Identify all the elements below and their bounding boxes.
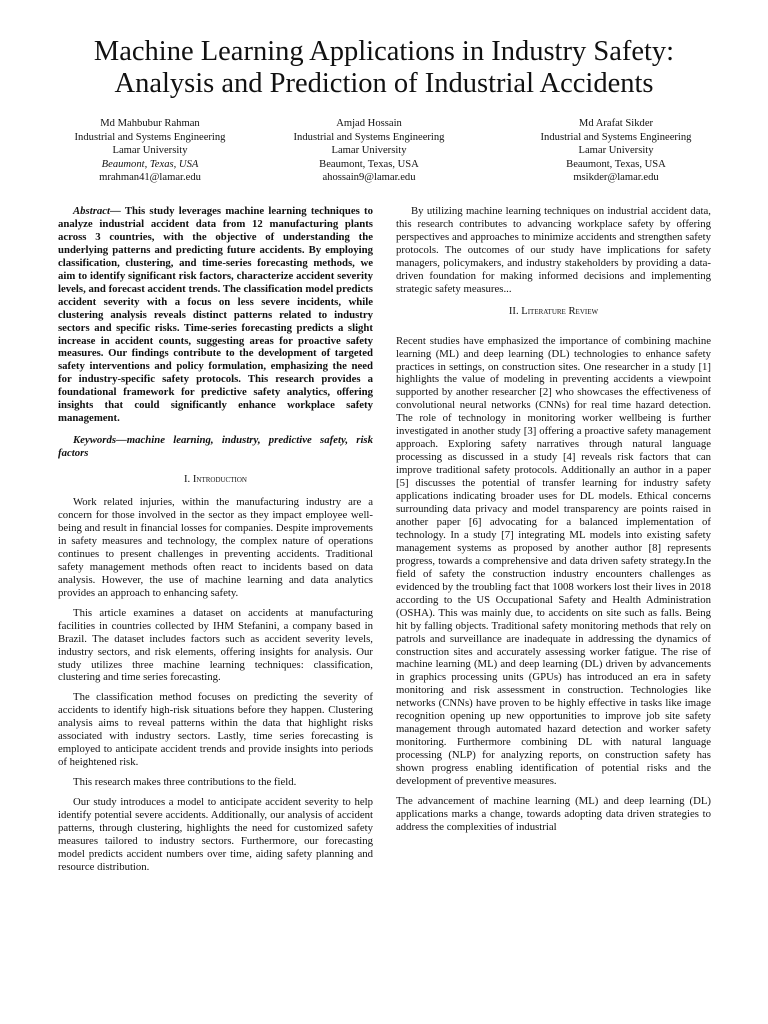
author-univ: Lamar University [331, 145, 407, 157]
author-location: Beaumont, Texas, USA [566, 158, 666, 170]
abstract-dash: — [110, 205, 125, 217]
author-email: msikder@lamar.edu [573, 172, 659, 184]
author-block-1 [40, 117, 260, 185]
author-block-2 [259, 117, 479, 185]
keywords-label: Keywords— [73, 434, 127, 447]
section-title: Introduction [192, 474, 247, 486]
left-column [58, 205, 373, 881]
author-dept: Industrial and Systems Engineering [293, 131, 445, 143]
keywords [58, 434, 373, 460]
intro-paragraph-5: Our study introduces a model to anticipate accident severity to help identify potential severe accidents. Additionally, our analysis of accident patterns, through clustering, highlights the need for customized safety measures tailored to industry sectors. Furthermore, our forecasting model predicts accident numbers over time, aiding safety planning and resource distribution. [58, 796, 373, 873]
intro-paragraph-3: The classification method focuses on predicting the severity of accidents to identify high-risk situations before they happen. Clustering analysis aims to reveal patterns within the data that highlight risks associated with industry sectors. Lastly, time series forecasting is employed to anticipate accident trends and provide insights into periods of heightened risk. [58, 691, 373, 769]
author-name: Md Mahbubur Rahman [100, 118, 200, 129]
title-line-1: Machine Learning Applications in Industry Safety: [93, 36, 675, 67]
section-heading-literature-review [396, 306, 711, 319]
intro-paragraph-2: This article examines a dataset on accidents at manufacturing facilities in countries collected by IHM Stefanini, a company based in Brazil. The dataset includes factors such as accident severity levels, industry sectors, and risk elements, offering insights for analysis. Our study utilizes three machine learning techniques: classification, clustering and time series forecasting. [58, 606, 373, 684]
section-number: II. [508, 305, 522, 317]
author-dept: Industrial and Systems Engineering [74, 131, 226, 143]
author-block-3 [506, 117, 726, 185]
author-name: Md Arafat Sikder [578, 118, 654, 129]
section-heading-introduction [58, 474, 373, 487]
right-column [396, 205, 711, 841]
lit-paragraph-2: The advancement of machine learning (ML) and deep learning (DL) applications marks a change, towards adopting data driven strategies to address the complexities of industrial [396, 794, 711, 833]
intro-paragraph-4: This research makes three contributions to the field. [73, 776, 297, 789]
section-title: Literature Review [521, 305, 599, 317]
abstract [58, 205, 373, 425]
title-line-2: Analysis and Prediction of Industrial Accidents [114, 68, 654, 99]
author-dept: Industrial and Systems Engineering [540, 131, 692, 143]
keywords-text: machine learning, industry, predictive safety, risk factors [58, 434, 373, 460]
author-name: Amjad Hossain [336, 118, 402, 129]
author-univ: Lamar University [112, 145, 188, 157]
section-number: I. [184, 474, 193, 486]
abstract-text: This study leverages machine learning techniques to analyze industrial accident data from 12 manufacturing plants across 3 countries, with the objective of understanding the underlying patterns and predicting future accidents. By employing classification, clustering, and time-series forecasting methods, we aim to identify significant risk factors, characterize accident severity levels, and forecast accident trends. The classification model predicts accident severity with a focus on less severe incidents, while clustering analysis reveals distinct patterns related to industry sectors and specific risks. Time-series forecasting predicts a slight increase in accident counts, suggesting areas for proactive safety measures. Our findings contribute to the development of targeted safety interventions and policy formulation, emphasizing the need for industry-specific safety protocols. This research provides a foundational framework for predictive safety analytics, offering insights that could significantly enhance workplace safety management. [58, 205, 373, 425]
author-email: ahossain9@lamar.edu [322, 172, 416, 184]
author-location: Beaumont, Texas, USA [101, 158, 199, 170]
intro-paragraph-6: By utilizing machine learning techniques on industrial accident data, this research contributes to advancing workplace safety by offering perspectives and approaches to minimize accidents and strengthen safety protocols. The outcomes of our study have implications for safety managers, policymakers, and industry stakeholders by providing a data-driven foundation for making informed decisions and implementing strategic safety measures... [396, 205, 711, 295]
author-email: mrahman41@lamar.edu [99, 172, 201, 184]
intro-paragraph-1: Work related injuries, within the manufacturing industry are a concern for those involved in the sector as they impact employee well-being and result in financial losses for companies. Despite improvements in safety measures and technology, the complex nature of operations continues to present challenges in preventing accidents. Traditional safety management methods often react to incidents based on data analysis. However, the use of machine learning and data analytics provides an approach to enhancing safety. [58, 496, 373, 599]
author-location: Beaumont, Texas, USA [319, 158, 419, 170]
paper-title [30, 36, 738, 100]
author-univ: Lamar University [578, 145, 654, 157]
abstract-label: Abstract [73, 205, 111, 217]
lit-paragraph-1: Recent studies have emphasized the importance of combining machine learning (ML) and deep learning (DL) technologies to enhance safety practices in settings, on construction sites. One researcher in a study [1] highlights the value of modeling in preventing accidents a viewpoint supported by another researcher [2] who showcases the effectiveness of convolutional neural networks (CNNs) for real time hazard detection. The role of technology in monitoring worker wellbeing is further investigated in another study [3] offering a proactive safety management approach. Exploring safety narratives through natural language processing as discussed in a study [4] reveals risk factors that can improve traditional safety protocols. Additionally an author in a paper [5] discusses the potential of transfer learning for industry safety applications indicating broader uses for DL models. Ethical concerns surrounding data privacy and model transparency are points raised in another paper [6] advocating for a balanced implementation of technology. In a study [7] integrating ML models into existing safety management systems as proposed by another author [8] represents progress, towards a comprehensive and data driven safety strategy.In the field of safety the construction industry encounters challenges as evidenced by the troubling fact that 1008 workers lost their lives in 2018 according to the US Occupational Safety and Health Administration (OSHA). This was mainly due, to accidents on site such as falls. Being hit by falling objects. Traditional safety monitoring methods that rely on patrols and surveillance are inadequate in addressing the dynamics of construction sites and accurately assessing worker fatigue. The rise of machine learning (ML) and deep learning (DL) driven by advancements in graphics processing units (GPUs) has introduced an era in safety monitoring and risk assessment in construction. Technologies like networks (CNNs) have proven to be highly effective in tasks like image recognition opening up new opportunities to improve job site safety management through automated hazard detection and worker safety monitoring. Furthermore combining DL with natural language processing (NLP) for analyzing reports, on construction safety has shown progress enabling identification of potential risks and the development of preventive measures. [396, 334, 711, 788]
